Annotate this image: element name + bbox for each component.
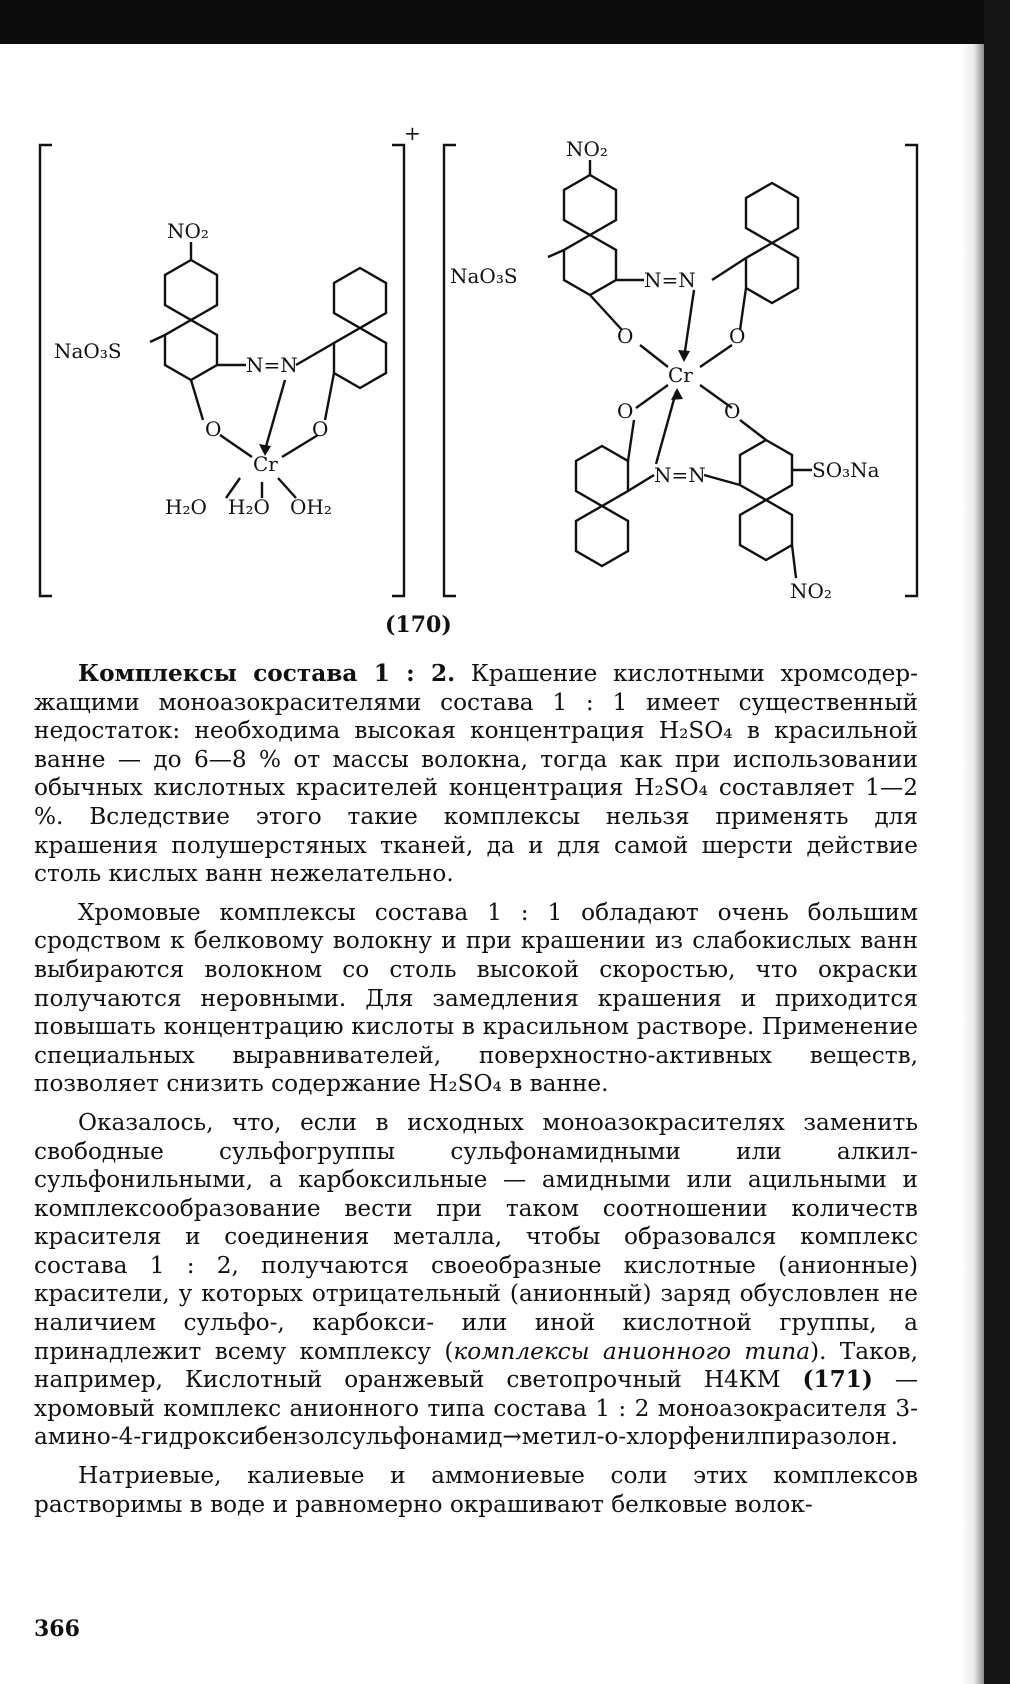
page-number: 366: [34, 1616, 80, 1642]
complex-charge: +: [404, 121, 421, 145]
left-chromium: Cr: [253, 452, 278, 476]
left-oxygen-2: O: [312, 417, 329, 441]
left-water-2: H₂O: [228, 495, 270, 519]
section-lead: Комплексы состава 1 : 2.: [78, 660, 456, 687]
right-naphthalene-a-top: [548, 160, 644, 330]
right-oxygen-2: O: [729, 324, 746, 348]
right-sulfo-bottom-label: SO₃Na: [812, 458, 880, 482]
right-naphthalene-a-bottom: [704, 420, 812, 578]
paragraph-4: Натриевые, калиевые и аммониевые соли этих комплексов растворимы в воде и равномерно окрашивают белковые волок-: [34, 1462, 918, 1518]
left-bracket-close: [392, 145, 404, 596]
left-nitro-label: NO₂: [167, 219, 209, 243]
paragraph-3-part-a: Оказалось, что, если в исходных моноазокрасителях заменить свободные сульфогруппы сульфонамидными или алкилсульфонильными, а карбоксильные — амидными или ацильными и комплексообразование вести при таком соотношении количеств красителя и соединения металла, чтобы образовался комплекс состава 1 : 2, получаются своеобразные кислотные (анионные) красители, у которых отрицательный (анионный) заряд обусловлен не наличием сульфо-, карбокси- или иной кислотной группы, а принадлежит всему комплексу (: [34, 1108, 918, 1365]
right-sulfo-top-label: NaO₃S: [450, 264, 518, 288]
left-water-1: H₂O: [165, 495, 207, 519]
left-azo-label: N=N: [246, 353, 298, 377]
left-naphthalene-b: [296, 268, 386, 420]
paragraph-1-text: Крашение кислотными хромсодержащими моноазокрасителями состава 1 : 1 имеет существенный недостаток: необходима высокая концентрация H₂SO₄ в красильной ванне — до 6—8 % от массы волокна, тогда как при использовании обычных кислотных красителей концентрация H₂SO₄ составляет 1—2 %. Вследствие этого такие комплексы нельзя применять для крашения полушерстяных тканей, да и для самой шерсти действие столь кислых ванн нежелательно.: [34, 660, 918, 888]
right-naphthalene-b-top: [712, 183, 798, 330]
paragraph-3-emphasis: комплексы анионного типа: [453, 1337, 811, 1365]
right-oxygen-1: O: [617, 324, 634, 348]
right-nitro-bottom-label: NO₂: [790, 579, 832, 603]
paragraph-3-part-c: — хромовый комплекс анионного типа состава 1 : 2 моноазокрасителя 3-амино-4-гидроксибензолсульфонамид→метил-о-хлорфенилпиразолон.: [34, 1366, 919, 1451]
left-sulfo-label: NaO₃S: [54, 339, 122, 363]
paragraph-3-part-b: ). Таков, например, Кислотный оранжевый светопрочный Н4КМ: [34, 1337, 918, 1394]
right-azo-bottom-label: N=N: [654, 463, 706, 487]
left-bracket-open: [40, 145, 52, 596]
right-nitro-top-label: NO₂: [566, 137, 608, 161]
right-oxygen-4: O: [724, 399, 741, 423]
right-oxygen-3: O: [617, 399, 634, 423]
right-azo-top-label: N=N: [644, 268, 696, 292]
right-bracket-open: [444, 145, 456, 596]
paragraph-2: Хромовые комплексы состава 1 : 1 обладают очень большим сродством к белковому волокну и при крашении из слабокислых ванн выбираются волокном со столь высокой скоростью, что окраски получаются неровными. Для замедления крашения и приходится повышать концентрацию кислоты в красильном растворе. Применение специальных выравнивателей, поверхностно-активных веществ, позволяет снизить содержание H₂SO₄ в ванне.: [34, 898, 918, 1098]
right-bracket-close: [905, 145, 917, 596]
chemical-structure-170: [0, 0, 1010, 660]
figure-label: (170): [385, 612, 452, 638]
left-oxygen-1: O: [205, 417, 222, 441]
body-text: [34, 660, 918, 1519]
paragraph-3: [34, 1109, 918, 1452]
right-chromium: Cr: [668, 363, 693, 387]
left-water-3: OH₂: [290, 495, 332, 519]
compound-reference-171: (171): [802, 1366, 873, 1394]
right-naphthalene-b-bottom: [576, 420, 654, 566]
paragraph-1: [34, 660, 918, 889]
left-naphthalene-a: [150, 242, 246, 420]
